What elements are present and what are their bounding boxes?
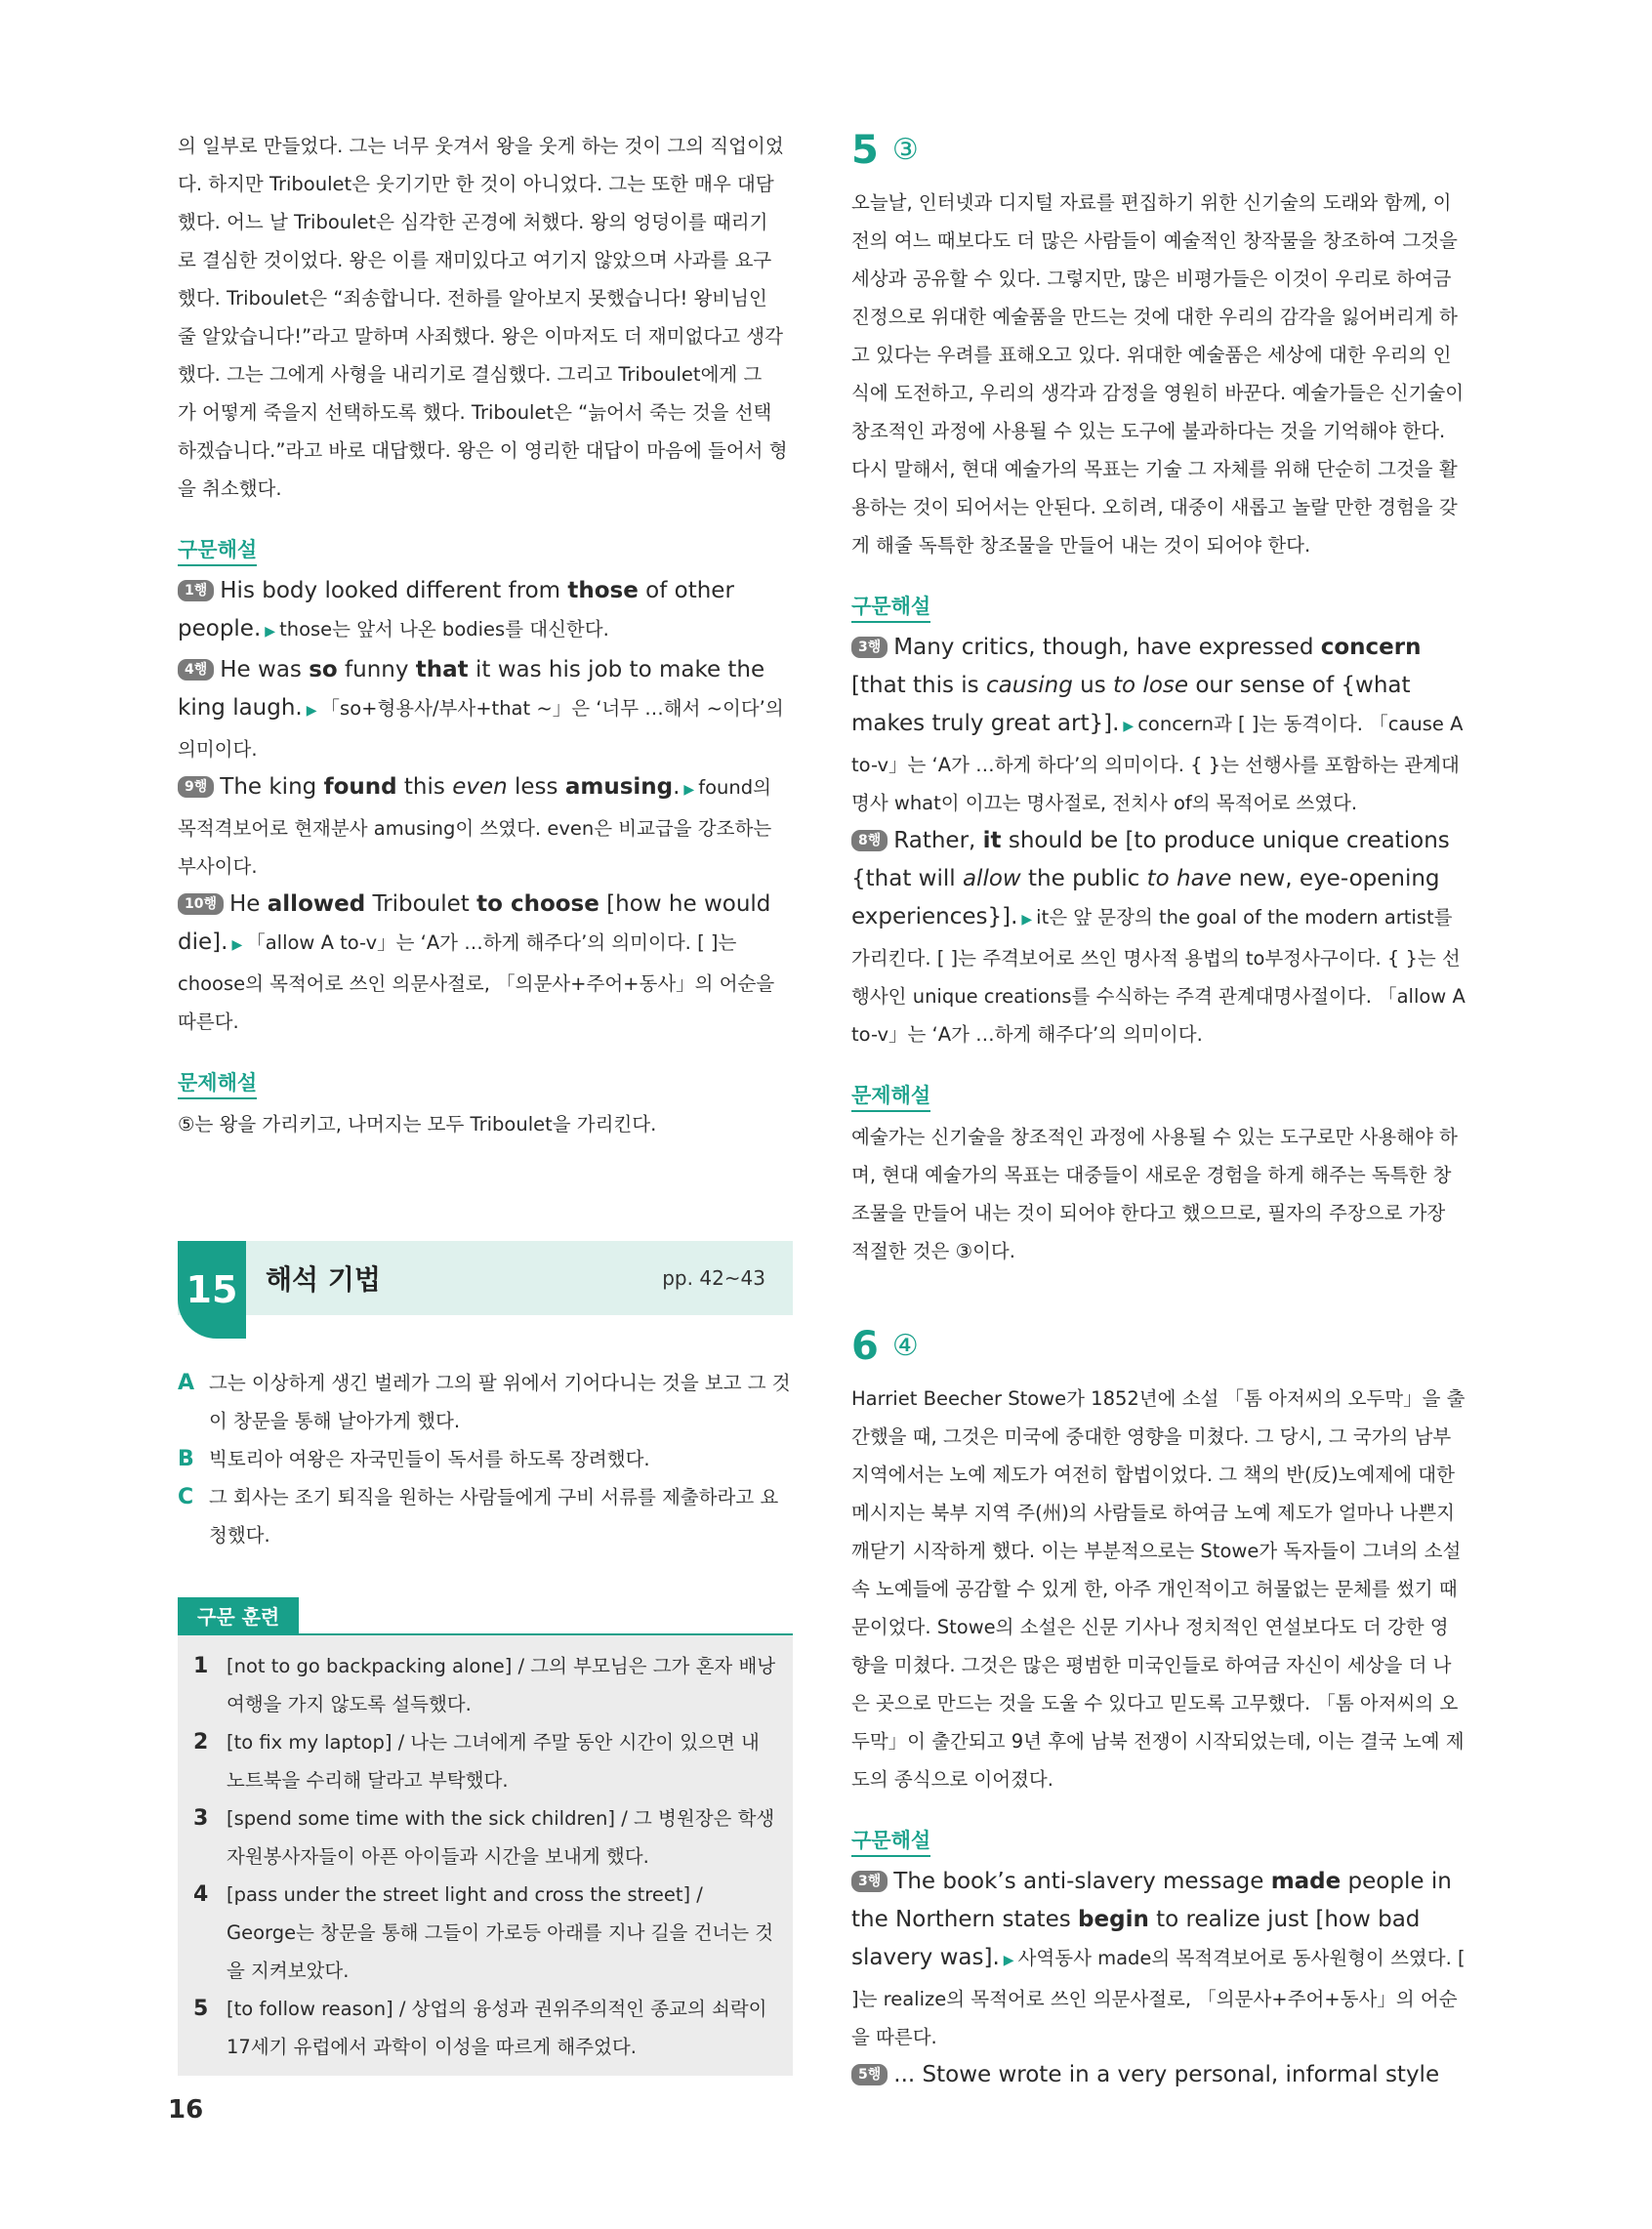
syntax-label: 구문해설: [851, 592, 930, 623]
syntax-label: 구문해설: [178, 535, 257, 566]
question-answer: ③: [891, 133, 919, 167]
list-item: B 빅토리아 여왕은 자국민들이 독서를 하도록 장려했다.: [178, 1447, 650, 1471]
line-badge: 3행: [851, 637, 888, 658]
drill-box: [178, 1633, 793, 2076]
triangle-icon: ▶: [306, 703, 317, 719]
list-item: 2 [to fix my laptop] / 나는 그녀에게 주말 동안 시간이 있으면 내 노트북을 수리해 달라고 부탁했다.: [193, 1730, 760, 1792]
line-badge: 10행: [178, 893, 224, 915]
line-badge: 1행: [178, 580, 214, 601]
question-number: 6: [851, 1324, 879, 1369]
triangle-icon: ▶: [1021, 912, 1033, 928]
syntax-item: 8행 Rather, it should be [to produce unique creations {that will allow the public to have new, eye-opening experiences}]. ▶ it은 앞 문장의 the goal of the modern artist를 가리킨다. [ ]는 주격보어로 쓰인 명사적 용법의 to부정사구이다. { }는 선행사인 unique creations를 수식하는 주격 관계대명사절이다. 「allow A to-v」는 ‘A가 …하게 해주다’의 의미이다.: [851, 828, 1466, 1046]
syntax-item: 5행 ... Stowe wrote in a very personal, informal style: [851, 2056, 1466, 2094]
abc-list: [178, 1364, 793, 1554]
problem-label: 문제해설: [178, 1068, 257, 1099]
question-5-header: [851, 127, 1466, 174]
list-item: A 그는 이상하게 생긴 벌레가 그의 팔 위에서 기어다니는 것을 보고 그 것이 창문을 통해 날아가게 했다.: [178, 1371, 791, 1432]
list-item: 1 [not to go backpacking alone] / 그의 부모님은 그가 혼자 배낭여행을 가지 않도록 설득했다.: [193, 1654, 776, 1715]
problem-explanation: 예술가는 신기술을 창조적인 과정에 사용될 수 있는 도구로만 사용해야 하며, 현대 예술가의 목표는 대중들이 새로운 경험을 하게 해주는 독특한 창조물을 만들어 내는 것이 되어야 한다고 했으므로, 필자의 주장으로 가장 적절한 것은 ③이다.: [851, 1126, 1458, 1262]
problem-label: 문제해설: [851, 1081, 930, 1112]
line-badge: 5행: [851, 2064, 888, 2085]
triangle-icon: ▶: [231, 937, 243, 953]
list-item: 3 [spend some time with the sick children] / 그 병원장은 학생 자원봉사자들이 아픈 아이들과 시간을 보내게 했다.: [193, 1806, 775, 1868]
syntax-item: 10행 He allowed Triboulet to choose [how he would die]. ▶ 「allow A to-v」는 ‘A가 …하게 해주다’의 의미이다. [ ]는 choose의 목적어로 쓰인 의문사절로, 「의문사+주어+동사」의 어순을 따른다.: [178, 891, 775, 1033]
line-badge: 9행: [178, 776, 214, 798]
line-badge: 3행: [851, 1871, 888, 1892]
list-item: 5 [to follow reason] / 상업의 융성과 권위주의적인 종교의 쇠락이 17세기 유럽에서 과학이 이성을 따르게 해주었다.: [193, 1997, 767, 2058]
section-banner: [178, 1241, 793, 1315]
triangle-icon: ▶: [683, 782, 695, 798]
list-item: C 그 회사는 조기 퇴직을 원하는 사람들에게 구비 서류를 제출하라고 요청했다.: [178, 1485, 779, 1547]
line-badge: 8행: [851, 830, 888, 851]
translation-paragraph: 의 일부로 만들었다. 그는 너무 웃겨서 왕을 웃게 하는 것이 그의 직업이었 다. 하지만 Triboulet은 웃기기만 한 것이 아니었다. 그는 또한 매우 대담 했다. 어느 날 Triboulet은 심각한 곤경에 처했다. 왕의 엉덩이를 때리기 로 결심한 것이었다. 왕은 이를 재미있다고 여기지 않았으며 사과를 요구 했다. Triboulet은 “죄송합니다. 전하를 알아보지 못했습니다! 왕비님인 줄 알았습니다!”라고 말하며 사죄했다. 왕은 이마저도 더 재미없다고 생각 했다. 그는 그에게 사형을 내리기로 결심했다. 그리고 Triboulet에게 그 가 어떻게 죽을지 선택하도록 했다. Triboulet은 “늙어서 죽는 것을 선택 하겠습니다.”라고 바로 대답했다. 왕은 이 영리한 대답이 마음에 들어서 형 을 취소했다.: [178, 135, 788, 500]
syntax-label: 구문해설: [851, 1826, 930, 1857]
right-column: [851, 127, 1466, 2094]
list-item: 4 [pass under the street light and cross the street] / George는 창문을 통해 그들이 가로등 아래를 지나 길을 건너는 것을 지켜보았다.: [193, 1882, 774, 1982]
translation-paragraph: Harriet Beecher Stowe가 1852년에 소설 「톰 아저씨의 오두막」을 출간했을 때, 그것은 미국에 중대한 영향을 미쳤다. 그 당시, 그 국가의 남부 지역에서는 노예 제도가 여전히 합법이었다. 그 책의 반(反)노예제에 대한 메시지는 북부 지역 주(州)의 사람들로 하여금 노예 제도가 얼마나 나쁜지 깨닫기 시작하게 했다. 이는 부분적으로는 Stowe가 독자들이 그녀의 소설 속 노예들에 공감할 수 있게 한, 아주 개인적이고 허물없는 문체를 썼기 때문이었다. Stowe의 소설은 신문 기사나 정치적인 연설보다도 더 강한 영향을 미쳤다. 그것은 많은 평범한 미국인들로 하여금 자신이 세상을 더 나은 곳으로 만드는 것을 도울 수 있다고 믿도록 고무했다. 「톰 아저씨의 오두막」이 출간되고 9년 후에 남북 전쟁이 시작되었는데, 이는 결국 노예 제도의 종식으로 이어졌다.: [851, 1387, 1466, 1791]
triangle-icon: ▶: [1123, 719, 1135, 734]
syntax-item: 1행 His body looked different from those of other people. ▶ those는 앞서 나온 bodies를 대신한다.: [178, 578, 734, 641]
banner-title: 해석 기법: [266, 1263, 381, 1296]
banner-pages: pp. 42~43: [662, 1266, 765, 1290]
banner-number: 15: [178, 1241, 246, 1339]
triangle-icon: ▶: [265, 624, 276, 640]
left-column: [178, 127, 793, 2076]
drill-label: 구문 훈련: [178, 1597, 299, 1633]
question-6-header: [851, 1323, 1466, 1370]
question-answer: ④: [891, 1329, 919, 1363]
page-number: 16: [168, 2095, 204, 2125]
syntax-item: 3행 Many critics, though, have expressed concern [that this is causing us to lose our sense of {what makes truly great art}]. ▶ concern과 [ ]는 동격이다. 「cause A to-v」는 ‘A가 …하게 하다’의 의미이다. { }는 선행사를 포함하는 관계대명사 what이 이끄는 명사절로, 전치사 of의 목적어로 쓰였다.: [851, 635, 1464, 814]
question-number: 5: [851, 128, 879, 173]
syntax-item: 4행 He was so funny that it was his job to make the king laugh. ▶ 「so+형용사/부사+that ~」은 ‘너무 …해서 ~이다’의 의미이다.: [178, 657, 784, 761]
triangle-icon: ▶: [1003, 1953, 1014, 1968]
problem-explanation: ⑤는 왕을 가리키고, 나머지는 모두 Triboulet을 가리킨다.: [178, 1113, 657, 1135]
syntax-item: 3행 The book’s anti-slavery message made people in the Northern states begin to realize just [how bad slavery was]. ▶ 사역동사 made의 목적격보어로 동사원형이 쓰였다. [ ]는 realize의 목적어로 쓰인 의문사절로, 「의문사+주어+동사」의 어순을 따른다.: [851, 1869, 1466, 2048]
translation-paragraph: 오늘날, 인터넷과 디지털 자료를 편집하기 위한 신기술의 도래와 함께, 이전의 여느 때보다도 더 많은 사람들이 예술적인 창작물을 창조하여 그것을 세상과 공유할 수 있다. 그렇지만, 많은 비평가들은 이것이 우리로 하여금 진정으로 위대한 예술품을 만드는 것에 대한 우리의 감각을 잃어버리게 하고 있다는 우려를 표해오고 있다. 위대한 예술품은 세상에 대한 우리의 인식에 도전하고, 우리의 생각과 감정을 영원히 바꾼다. 예술가들은 신기술이 창조적인 과정에 사용될 수 있는 도구에 불과하다는 것을 기억해야 한다. 다시 말해서, 현대 예술가의 목표는 기술 그 자체를 위해 단순히 그것을 활용하는 것이 되어서는 안된다. 오히려, 대중이 새롭고 놀랄 만한 경험을 갖게 해줄 독특한 창조물을 만들어 내는 것이 되어야 한다.: [851, 191, 1465, 557]
syntax-item: 9행 The king found this even less amusing. ▶ found의 목적격보어로 현재분사 amusing이 쓰였다. even은 비교급을 강조하는 부사이다.: [178, 774, 772, 878]
line-badge: 4행: [178, 659, 214, 681]
